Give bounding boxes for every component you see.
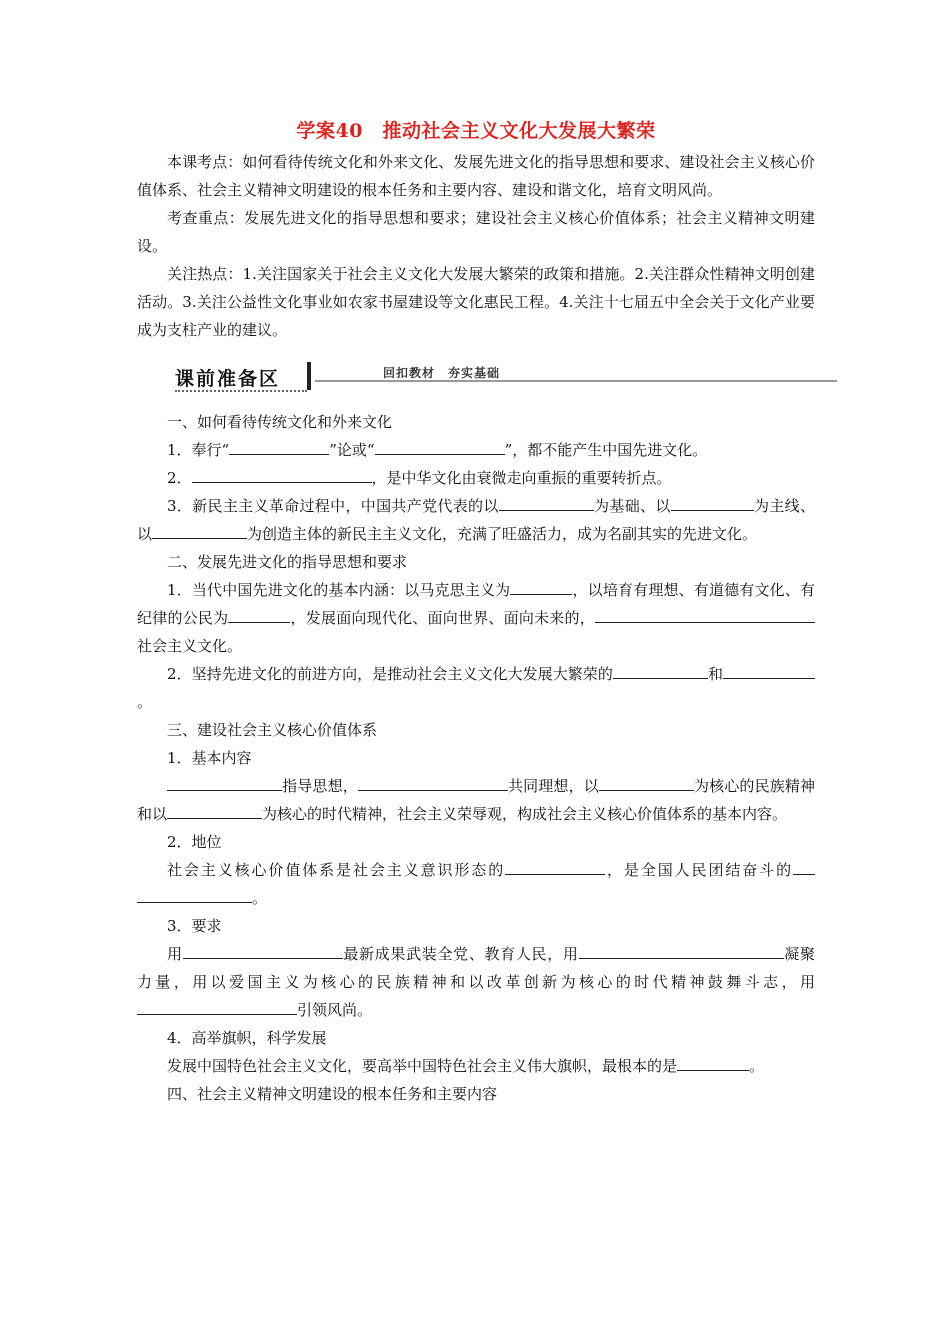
section-banner [137,358,815,398]
blank[interactable] [741,1053,749,1071]
banner-divider [307,362,311,390]
blank[interactable] [595,605,675,623]
intro-redian: 关注热点：1.关注国家关于社会主义文化大发展大繁荣的政策和措施。2.关注群众性精神文明创建活动。3.关注公益性文化事业如农家书屋建设等文化惠民工程。4.关注十七届五中全会关于文化产业要成为支柱产业的建议。 [137,265,815,339]
banner-subtitle: 回扣教材 夯实基础 [383,366,501,380]
sec3-h2: 2．地位 [167,833,222,851]
blank[interactable] [167,801,262,819]
blank[interactable] [183,941,343,959]
sec3-h1: 1．基本内容 [167,749,252,767]
blank[interactable] [228,605,290,623]
blank[interactable] [358,773,508,791]
blank[interactable] [613,661,708,679]
sec2-q1: 1．当代中国先进文化的基本内涵：以马克思主义为 ，以培育有理想、有道德有文化、有纪律的公民为 ，发展面向现代化、面向世界、面向未来的，社会主义文化。 [137,576,815,660]
banner-title: 课前准备区 [175,368,281,390]
sec3-c4: 发展中国特色社会主义文化，要高举中国特色社会主义伟大旗帜，最根本的是 。 [137,1052,815,1080]
blank[interactable] [745,661,815,679]
sec1-heading: 一、如何看待传统文化和外来文化 [167,413,393,431]
sec4-heading: 四、社会主义精神文明建设的根本任务和主要内容 [167,1085,498,1103]
sec3-heading: 三、建设社会主义核心价值体系 [167,721,378,739]
sec1-q2: 2． ，是中华文化由衰微走向重振的重要转折点。 [137,464,815,492]
sec1-q3: 3．新民主主义革命过程中，中国共产党代表的以 为基础、以 为主线、以 为创造主体的新民主主义文化，充满了旺盛活力，成为名副其实的先进文化。 [137,492,815,548]
sec3-c1: 指导思想， 共同理想，以 为核心的民族精神和以 为核心的时代精神，社会主义荣辱观，构成社会主义核心价值体系的基本内容。 [137,772,815,828]
blank[interactable] [505,857,605,875]
blank[interactable] [152,521,247,539]
blank[interactable] [137,997,297,1015]
sec2-q2: 2．坚持先进文化的前进方向，是推动社会主义文化大发展大繁荣的 和。 [137,660,815,716]
document-title: 学案40 推动社会主义文化大发展大繁荣 [296,120,656,142]
intro-kaodian: 本课考点：如何看待传统文化和外来文化、发展先进文化的指导思想和要求、建设社会主义核心价值体系、社会主义精神文明建设的根本任务和主要内容、建设和谐文化，培育文明风尚。 [137,153,815,199]
blank[interactable] [192,465,372,483]
blank[interactable] [229,437,329,455]
blank[interactable] [739,493,754,511]
blank[interactable] [675,605,815,623]
document-page [137,118,815,1108]
blank[interactable] [375,437,505,455]
sec3-c3: 用 最新成果武装全党、教育人民，用 凝聚力量，用以爱国主义为核心的民族精神和以改革创新为核心的时代精神鼓舞斗志，用引领风尚。 [137,940,815,1024]
sec3-c2: 社会主义核心价值体系是社会主义意识形态的 ，是全国人民团结奋斗的。 [137,856,815,912]
blank[interactable] [167,773,282,791]
blank[interactable] [723,661,745,679]
blank[interactable] [510,577,572,595]
sec1-q1: 1．奉行“ ”论或“ ”，都不能产生中国先进文化。 [137,436,815,464]
blank[interactable] [677,1053,741,1071]
sec2-heading: 二、发展先进文化的指导思想和要求 [167,553,408,571]
banner-dotted-line [175,390,307,392]
intro-zhongdian: 考查重点：发展先进文化的指导思想和要求；建设社会主义核心价值体系；社会主义精神文明建设。 [137,209,815,255]
blank[interactable] [499,493,594,511]
sec3-h3: 3．要求 [167,917,222,935]
blank[interactable] [579,941,769,959]
sec3-h4: 4．高举旗帜，科学发展 [167,1029,327,1047]
blank[interactable] [599,773,694,791]
blank[interactable] [671,493,739,511]
blank[interactable] [137,885,252,903]
blank[interactable] [793,857,815,875]
blank[interactable] [769,941,784,959]
